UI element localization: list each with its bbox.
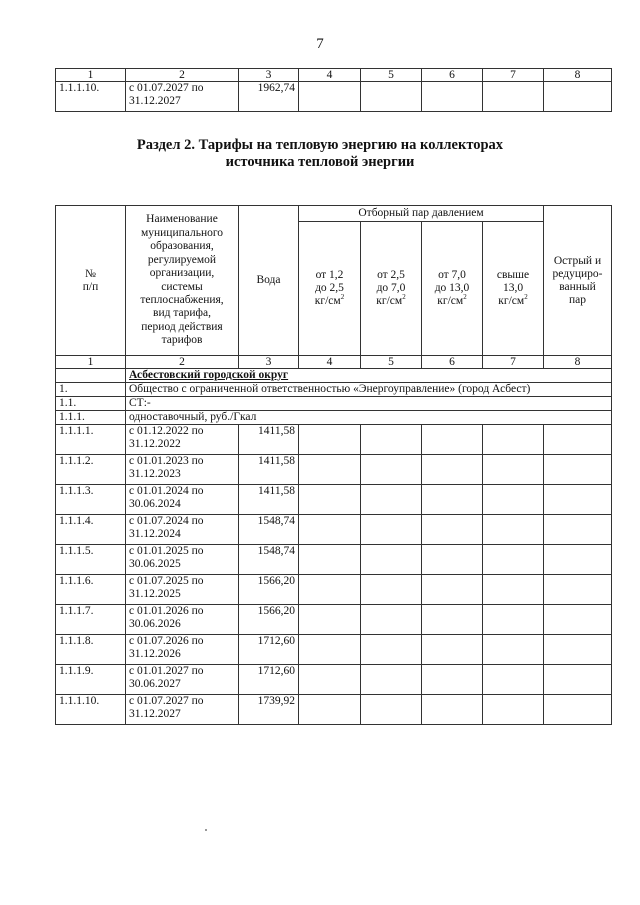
table-row: [56, 665, 612, 695]
table-row: [56, 425, 612, 455]
row-number: 1.1.1.8.: [56, 635, 126, 665]
col-number: 2: [126, 356, 239, 369]
scan-speck: [205, 829, 207, 831]
header-num: № п/п: [56, 206, 126, 356]
table-row: [56, 635, 612, 665]
row-number: 1.1.1.1.: [56, 425, 126, 455]
row-water-value: 1411,58: [239, 485, 299, 515]
section-title: [0, 137, 640, 171]
row-period: с 01.07.2027 по 31.12.2027: [126, 82, 239, 112]
col-number: 1: [56, 356, 126, 369]
col-number: 8: [544, 69, 612, 82]
row-number: 1.1.1.6.: [56, 575, 126, 605]
row-water-value: 1566,20: [239, 605, 299, 635]
table-row: [56, 545, 612, 575]
row-period: с 01.12.2022 по 31.12.2022: [126, 425, 239, 455]
row-period: с 01.01.2026 по 30.06.2026: [126, 605, 239, 635]
row-period: с 01.07.2024 по 31.12.2024: [126, 515, 239, 545]
row-period: с 01.01.2027 по 30.06.2027: [126, 665, 239, 695]
header-steam-col: от 2,5 до 7,0 $кг/см^2$: [361, 222, 422, 356]
table-row: [56, 455, 612, 485]
tariff-name: одноставочный, руб./Гкал: [126, 411, 612, 425]
row-water-value: 1566,20: [239, 575, 299, 605]
row-period: с 01.07.2026 по 31.12.2026: [126, 635, 239, 665]
table-row: [56, 82, 612, 112]
col-number: 3: [239, 356, 299, 369]
col-number: 4: [299, 356, 361, 369]
row-water-value: 1411,58: [239, 425, 299, 455]
table-row: [56, 485, 612, 515]
row-number: 1.1.1.10.: [56, 82, 126, 112]
tariff-row: [56, 411, 612, 425]
row-period: с 01.07.2027 по 31.12.2027: [126, 695, 239, 725]
header-steam-col: от 1,2 до 2,5 $кг/см^2$: [299, 222, 361, 356]
col-number: 6: [422, 69, 483, 82]
col-number: 4: [299, 69, 361, 82]
row-number: 1.1.1.3.: [56, 485, 126, 515]
header-steam-col: свыше 13,0 $кг/см^2$: [483, 222, 544, 356]
row-number: 1.1.1.5.: [56, 545, 126, 575]
col-number: 7: [483, 356, 544, 369]
tariff-rows: [56, 425, 612, 725]
row-period: с 01.07.2025 по 31.12.2025: [126, 575, 239, 605]
row-period: с 01.01.2023 по 31.12.2023: [126, 455, 239, 485]
col-number: 8: [544, 356, 612, 369]
header-water: Вода: [239, 206, 299, 356]
col-number: 5: [361, 356, 422, 369]
table-row: [56, 605, 612, 635]
header-name: Наименование муниципального образования, регулируемой организации, системы теплоснабжения, вид тарифа, период действия тарифов: [126, 206, 239, 356]
row-water-value: 1739,92: [239, 695, 299, 725]
row-water-value: 1411,58: [239, 455, 299, 485]
system-row: [56, 397, 612, 411]
system-number: 1.1.: [56, 397, 126, 411]
org-number: 1.: [56, 383, 126, 397]
tariff-number: 1.1.1.: [56, 411, 126, 425]
col-number: 2: [126, 69, 239, 82]
row-number: 1.1.1.10.: [56, 695, 126, 725]
main-tariff-table: [55, 205, 612, 725]
top-tariff-table: [55, 68, 612, 112]
top-column-numbers-row: [56, 69, 612, 82]
column-numbers-row: [56, 356, 612, 369]
section-title-line1: Раздел 2. Тарифы на тепловую энергию на коллекторах: [136, 137, 504, 153]
org-row: [56, 383, 612, 397]
header-steam-group: Отборный пар давлением: [299, 206, 544, 222]
row-number: 1.1.1.4.: [56, 515, 126, 545]
org-name: Общество с ограниченной ответственностью «Энергоуправление» (город Асбест): [126, 383, 612, 397]
row-water-value: 1712,60: [239, 635, 299, 665]
table-row: [56, 515, 612, 545]
system-name: СТ:-: [126, 397, 612, 411]
row-number: 1.1.1.2.: [56, 455, 126, 485]
table-row: [56, 575, 612, 605]
section-title-line2: источника тепловой энергии: [225, 154, 415, 170]
row-period: с 01.01.2024 по 30.06.2024: [126, 485, 239, 515]
col-number: 6: [422, 356, 483, 369]
col-number: 1: [56, 69, 126, 82]
row-number: 1.1.1.9.: [56, 665, 126, 695]
table-row: [56, 695, 612, 725]
row-water-value: 1548,74: [239, 545, 299, 575]
col-number: 7: [483, 69, 544, 82]
district-name: Асбестовский городской округ: [126, 369, 612, 383]
row-water-value: 1712,60: [239, 665, 299, 695]
col-number: 3: [239, 69, 299, 82]
row-water-value: 1962,74: [239, 82, 299, 112]
page-number: 7: [316, 36, 324, 52]
header-row-1: [56, 206, 612, 222]
district-row: [56, 369, 612, 383]
row-number: 1.1.1.7.: [56, 605, 126, 635]
row-water-value: 1548,74: [239, 515, 299, 545]
header-steam-col: от 7,0 до 13,0 $кг/см^2$: [422, 222, 483, 356]
row-period: с 01.01.2025 по 30.06.2025: [126, 545, 239, 575]
header-sharp-steam: Острый и редуциро- ванный пар: [544, 206, 612, 356]
col-number: 5: [361, 69, 422, 82]
